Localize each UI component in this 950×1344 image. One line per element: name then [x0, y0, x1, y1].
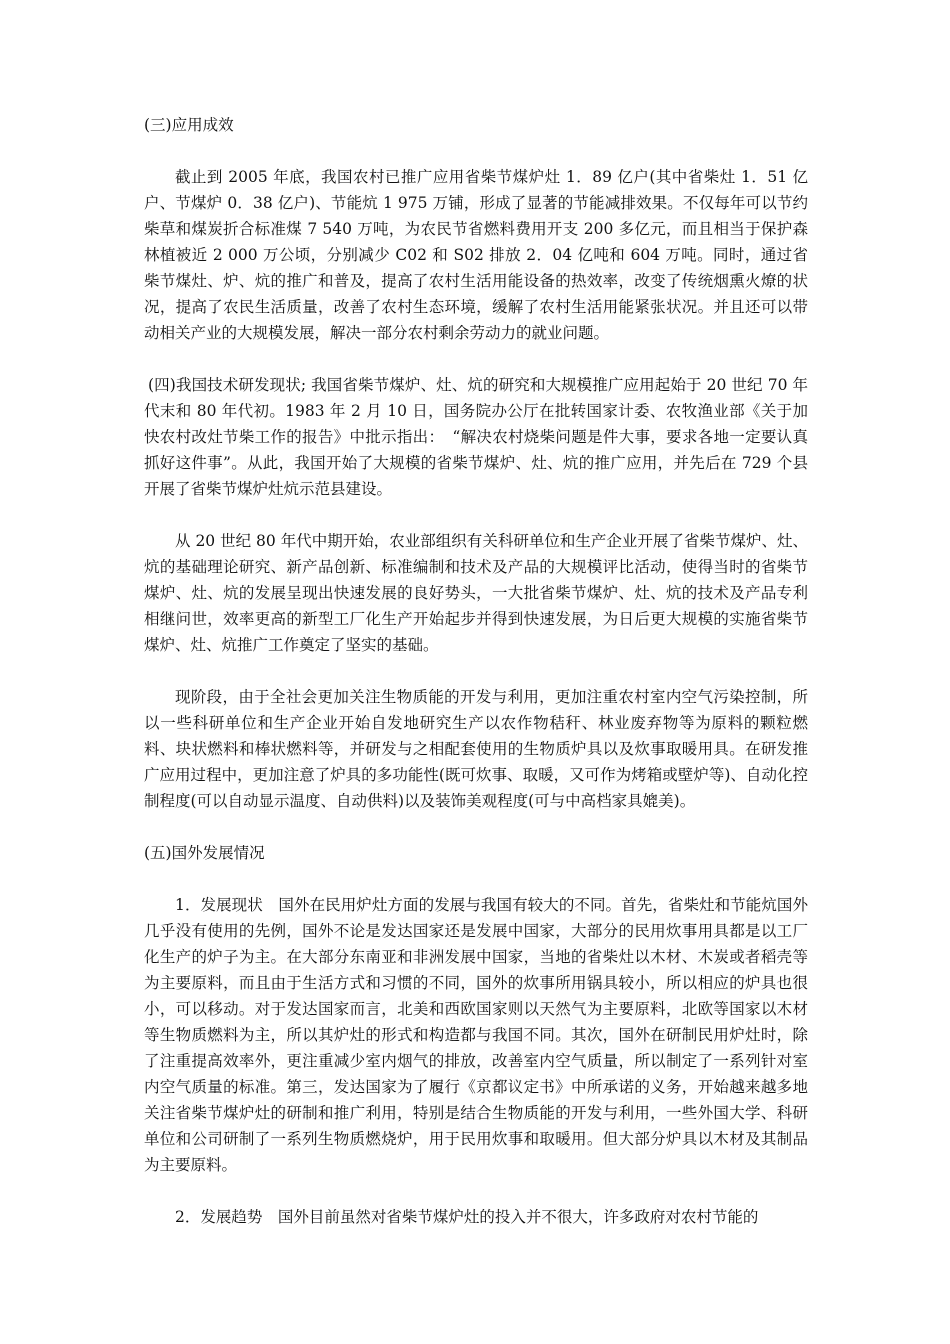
paragraph-1980s-development: 从 20 世纪 80 年代中期开始，农业部组织有关科研单位和生产企业开展了省柴节煤炉、灶、炕的基础理论研究、新产品创新、标准编制和技术及产品的大规模评比活动，使得当时的省柴节煤炉、灶、炕的发展呈现出快速发展的良好势头，一大批省柴节煤炉、灶、炕的技术及产品专利相继问世，效率更高的新型工厂化生产开始起步并得到快速发展，为日后更大规模的实施省柴节煤炉、灶、炕推广工作奠定了坚实的基础。 [144, 532, 808, 654]
paragraph-current-stage: 现阶段，由于全社会更加关注生物质能的开发与利用，更加注重农村室内空气污染控制，所以一些科研单位和生产企业开始自发地研究生产以农作物秸秆、林业废弃物等为原料的颗粒燃料、块状燃料和棒状燃料等，并研发与之相配套使用的生物质炉具以及炊事取暖用具。在研发推广应用过程中，更加注意了炉具的多功能性(既可炊事、取暖，又可作为烤箱或壁炉等)、自动化控制程度(可以自动显示温度、自动供料)以及装饰美观程度(可与中高档家具媲美)。 [144, 688, 808, 810]
document-body [144, 112, 808, 1230]
paragraph-foreign-trend: 2．发展趋势 国外目前虽然对省柴节煤炉灶的投入并不很大，许多政府对农村节能的 [175, 1208, 759, 1226]
section-heading-results: (三)应用成效 [144, 116, 234, 134]
paragraph-foreign-status: 1．发展现状 国外在民用炉灶方面的发展与我国有较大的不同。首先，省柴灶和节能炕国外几乎没有使用的先例，国外不论是发达国家还是发展中国家，大部分的民用炊事用具都是以工厂化生产的炉子为主。在大部分东南亚和非洲发展中国家，当地的省柴灶以木材、木炭或者稻壳等为主要原料，而且由于生活方式和习惯的不同，国外的炊事所用锅具较小，所以相应的炉具也很小，可以移动。对于发达国家而言，北美和西欧国家则以天然气为主要原料，北欧等国家以木材等生物质燃料为主，所以其炉灶的形式和构造都与我国不同。其次，国外在研制民用炉灶时，除了注重提高效率外，更注重减少室内烟气的排放，改善室内空气质量，所以制定了一系列针对室内空气质量的标准。第三，发达国家为了履行《京都议定书》中所承诺的义务，开始越来越多地关注省柴节煤炉灶的研制和推广利用，特别是结合生物质能的开发与利用，一些外国大学、科研单位和公司研制了一系列生物质燃烧炉，用于民用炊事和取暖用。但大部分炉具以木材及其制品为主要原料。 [144, 896, 808, 1174]
section-heading-foreign: (五)国外发展情况 [144, 844, 265, 862]
paragraph-domestic-rd: (四)我国技术研发现状; 我国省柴节煤炉、灶、炕的研究和大规模推广应用起始于 20 世纪 70 年代末和 80 年代初。1983 年 2 月 10 日，国务院办公厅在批转国家计委、农牧渔业部《关于加快农村改灶节柴工作的报告》中批示指出： “解决农村烧柴问题是件大事，要求各地一定要认真抓好这件事”。从此，我国开始了大规模的省柴节煤炉、灶、炕的推广应用，并先后在 729 个县开展了省柴节煤炉灶炕示范县建设。 [144, 376, 808, 498]
paragraph-results: 截止到 2005 年底，我国农村已推广应用省柴节煤炉灶 1．89 亿户(其中省柴灶 1．51 亿户、节煤炉 0．38 亿户)、节能炕 1 975 万铺，形成了显著的节能减排效果。不仅每年可以节约柴草和煤炭折合标准煤 7 540 万吨，为农民节省燃料费用开支 200 多亿元，而且相当于保护森林植被近 2 000 万公顷，分别减少 C02 和 S02 排放 2．04 亿吨和 604 万吨。同时，通过省柴节煤灶、炉、炕的推广和普及，提高了农村生活用能设备的热效率，改变了传统烟熏火燎的状况，提高了农民生活质量，改善了农村生态环境，缓解了农村生活用能紧张状况。并且还可以带动相关产业的大规模发展，解决一部分农村剩余劳动力的就业问题。 [144, 168, 808, 342]
